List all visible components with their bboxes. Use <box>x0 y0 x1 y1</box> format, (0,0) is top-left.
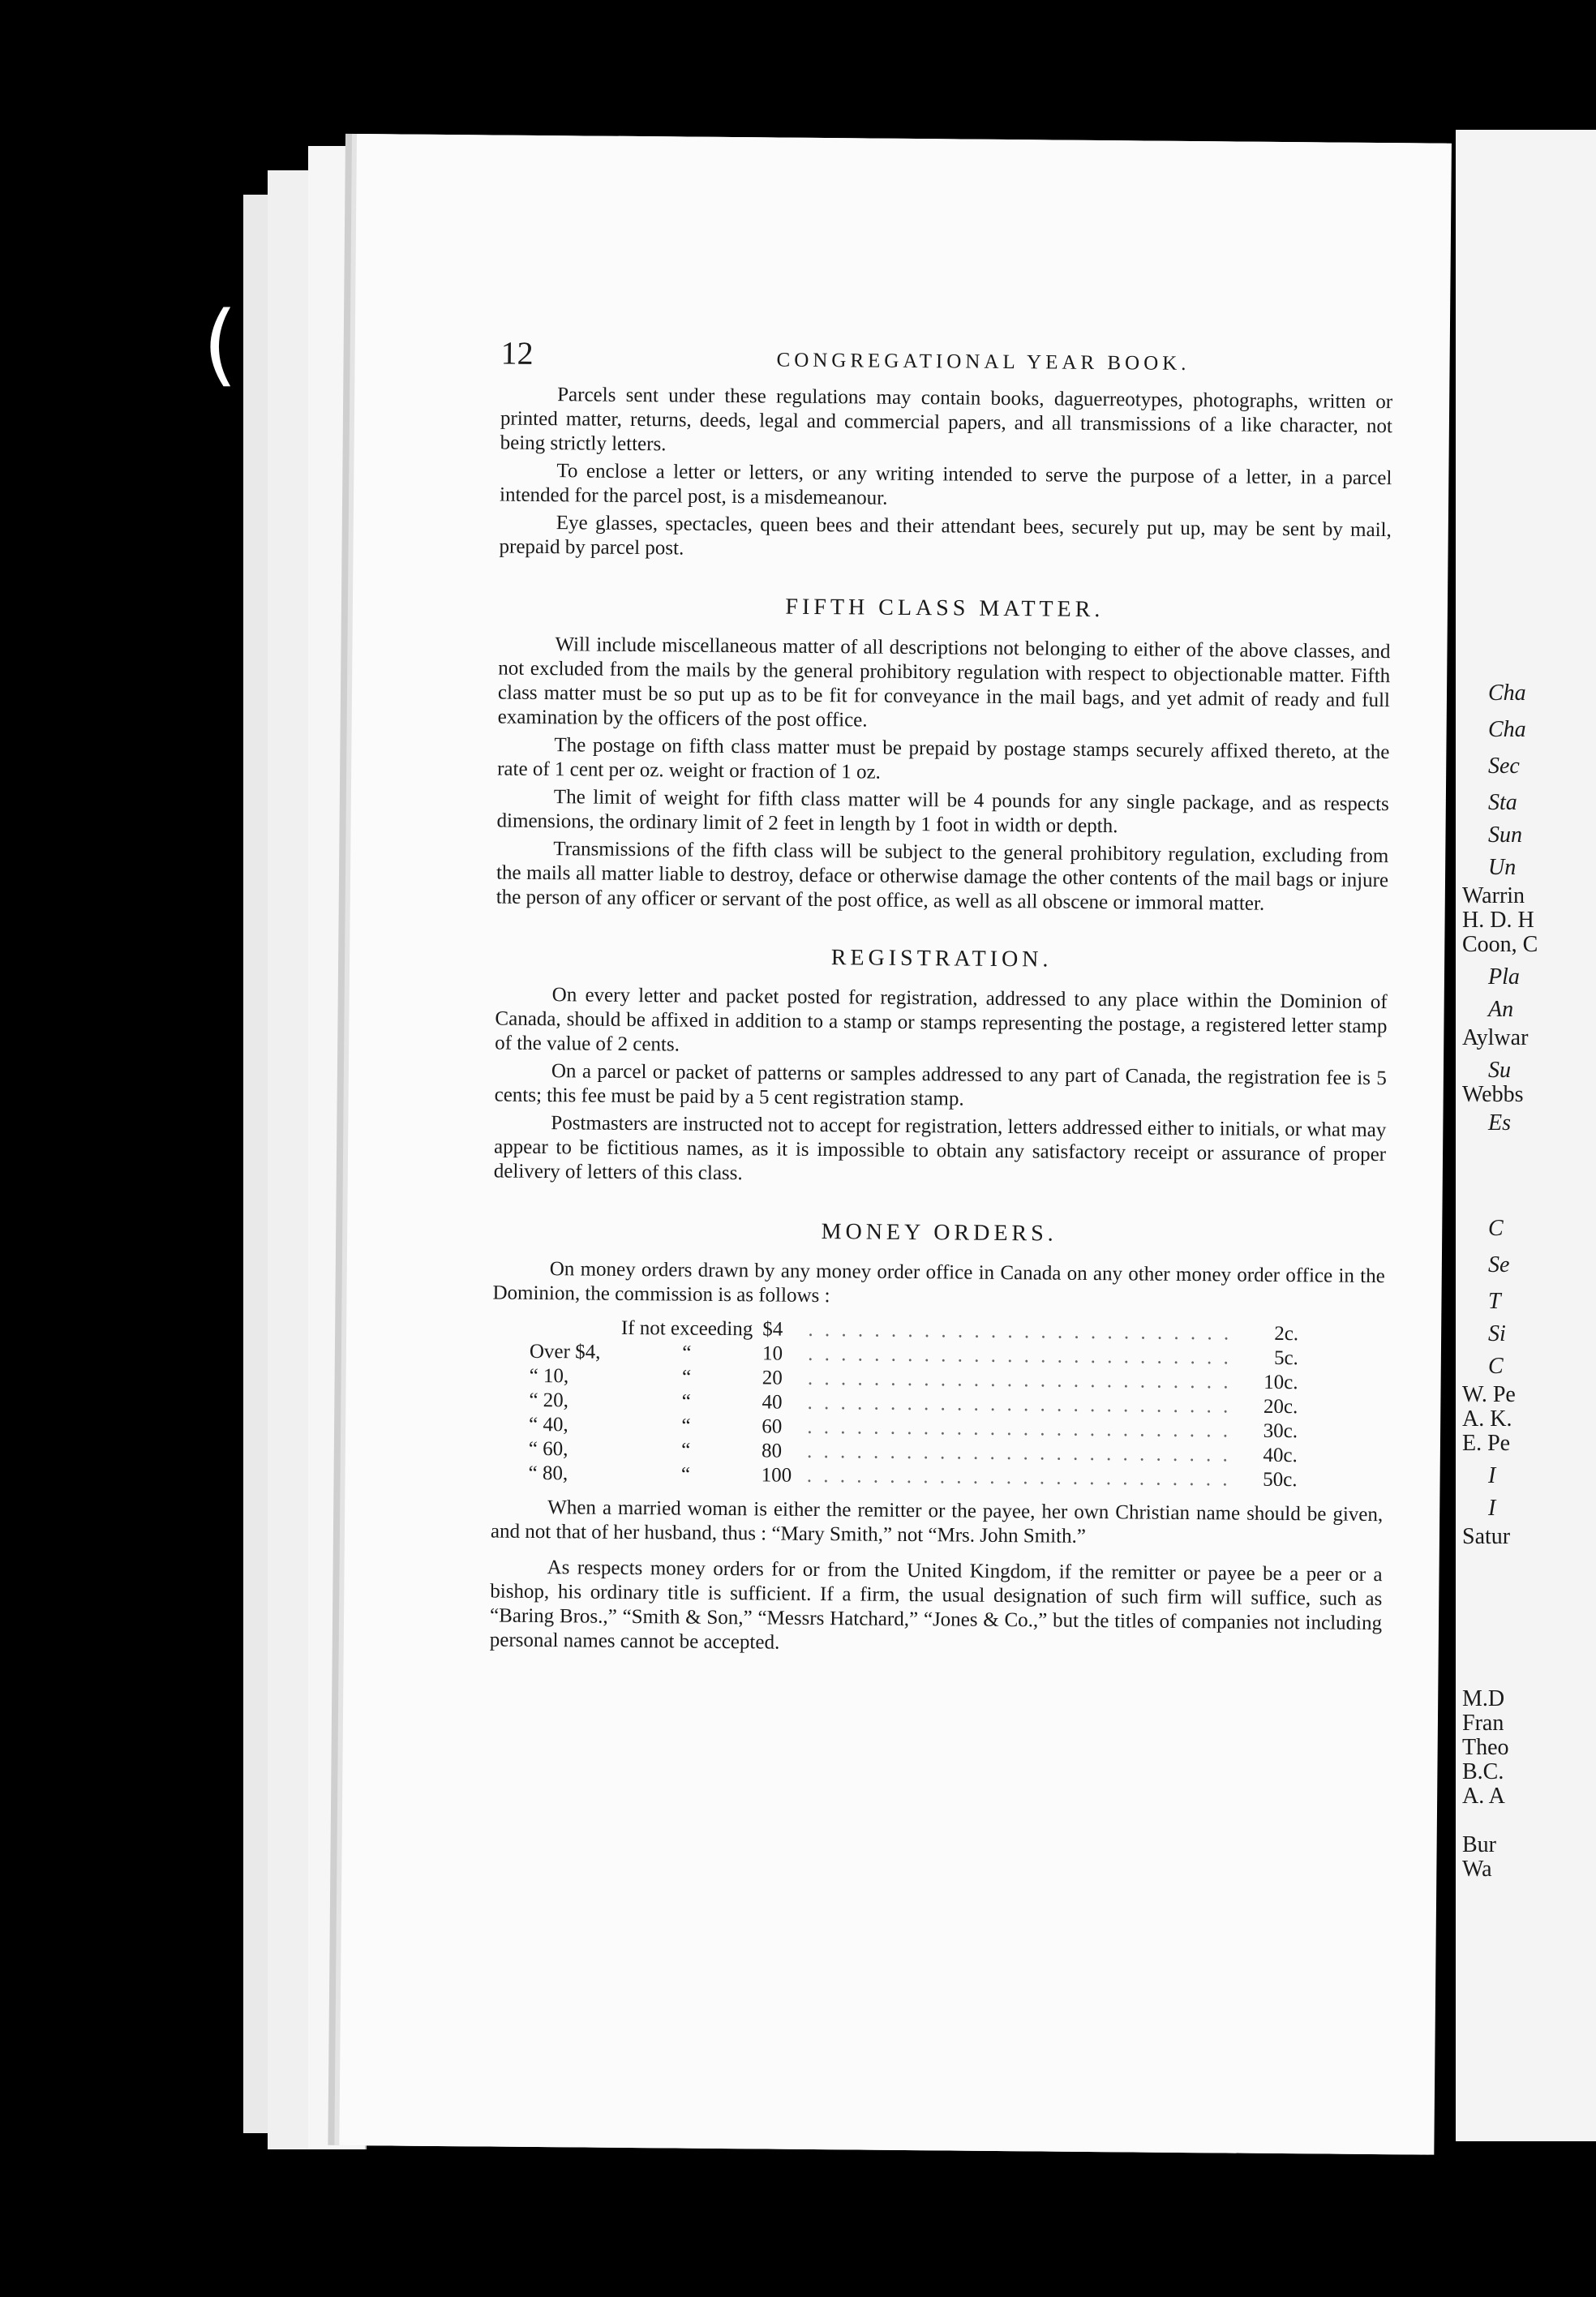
rate-to-cell: $4 <box>762 1318 783 1341</box>
rate-ditto-cell: “ <box>681 1390 691 1413</box>
paragraph: Transmissions of the fifth class will be subject to the general prohibitory regulation, excluding from the mails all matter liable to destroy, deface or otherwise damage the other contents of the mail bags or injure the person of any officer or servant of the post office, as well as all obscene or immoral matter. <box>496 838 1389 915</box>
paragraph: As respects money orders for or from the United Kingdom, if the remitter or payee be a peer or a bishop, his ordinary title is sufficient. If a firm, the usual designation of such firm will suffice, such as “Baring Bros.,” “Smith & Son,” “Messrs Hatchard,” “Jones & Co.,” but the titles of companies not including personal names cannot be accepted. <box>489 1556 1383 1654</box>
section-heading: REGISTRATION. <box>830 945 1053 972</box>
rate-dots-cell: . . . . . . . . . . . . . . . . . . . . . . . . . . <box>808 1342 1232 1369</box>
facing-page-text-fragment: T <box>1488 1289 1501 1314</box>
section-heading: MONEY ORDERS. <box>821 1219 1058 1247</box>
parcels-section <box>499 383 1392 568</box>
facing-page-text-fragment: M.D <box>1462 1686 1505 1711</box>
rate-from-cell: “ 10, <box>529 1364 569 1388</box>
facing-page-text-fragment: Webbs <box>1462 1082 1524 1107</box>
facing-page-text-fragment: Pla <box>1488 964 1520 990</box>
facing-page-text-fragment: H. D. H <box>1462 908 1534 933</box>
facing-page-text-fragment: E. Pe <box>1462 1431 1511 1456</box>
page-number: 12 <box>500 334 534 371</box>
running-title: CONGREGATIONAL YEAR BOOK. <box>776 349 1191 375</box>
facing-page-text-fragment: Wa <box>1462 1857 1492 1882</box>
rate-fee-cell: 30c. <box>1263 1419 1298 1443</box>
section-heading: FIFTH CLASS MATTER. <box>785 594 1105 623</box>
facing-page-text-fragment: Si <box>1488 1321 1506 1346</box>
facing-page-text-fragment: I <box>1488 1463 1496 1488</box>
rate-dots-cell: . . . . . . . . . . . . . . . . . . . . . . . . . . <box>806 1464 1231 1491</box>
facing-page-text-fragment: Coon, C <box>1462 932 1538 957</box>
rate-fee-cell: 5c. <box>1273 1346 1298 1370</box>
rate-to-cell: 60 <box>762 1415 783 1438</box>
facing-page-text-fragment: Sta <box>1488 790 1517 815</box>
money-orders-section <box>490 1257 1385 1661</box>
book-page <box>339 134 1452 2155</box>
rate-from-cell: “ 40, <box>529 1413 568 1436</box>
left-page-fragment-glyph: ( <box>203 292 238 396</box>
paragraph: Will include miscellaneous matter of all descriptions not belonging to either of the above classes, and not excluded from the mails by the general prohibitory regulation with respect to objectionable matter. Fifth class matter must be so put up as to be fit for conveyance in the mail bags, and yet admit of ready and full examination by the officers of the post office. <box>497 633 1391 732</box>
rate-dots-cell: . . . . . . . . . . . . . . . . . . . . . . . . . . <box>807 1415 1232 1442</box>
rate-from-cell <box>525 1316 616 1341</box>
rate-to-cell: 80 <box>761 1440 783 1462</box>
facing-page-text-fragment: Cha <box>1488 717 1526 742</box>
rate-fee-cell: 10c. <box>1264 1371 1298 1394</box>
rate-fee-cell: 20c. <box>1263 1395 1298 1419</box>
rate-dots-cell: . . . . . . . . . . . . . . . . . . . . . . . . . . <box>808 1318 1233 1345</box>
paragraph: Parcels sent under these regulations may contain books, daguerreotypes, photographs, written or printed matter, returns, deeds, legal and commercial papers, and all transmissions of a like character, not being strictly letters. <box>500 384 1393 456</box>
rate-ditto-cell: “ <box>681 1439 691 1462</box>
facing-page-text-fragment: Se <box>1488 1252 1510 1277</box>
rate-from-cell: “ 20, <box>529 1389 569 1412</box>
page-header <box>500 334 1392 391</box>
rate-dots-cell: . . . . . . . . . . . . . . . . . . . . . . . . . . <box>806 1440 1231 1466</box>
facing-page-text-fragment: An <box>1488 997 1514 1022</box>
facing-page-fragment <box>1456 130 1596 2141</box>
facing-page-text-fragment: I <box>1488 1496 1496 1521</box>
paragraph: To enclose a letter or letters, or any writing intended to serve the purpose of a letter, in a parcel intended for the parcel post, is a misdemeanour. <box>500 460 1392 509</box>
facing-page-text-fragment: Es <box>1488 1110 1511 1136</box>
rate-ditto-cell: “ <box>681 1415 691 1437</box>
facing-page-text-fragment: Su <box>1488 1058 1511 1083</box>
facing-page-text-fragment: W. Pe <box>1462 1382 1516 1407</box>
facing-page-text-fragment: C <box>1488 1216 1504 1241</box>
paragraph: On money orders drawn by any money order office in Canada on any other money order office in the Dominion, the commission is as follows : <box>492 1258 1385 1307</box>
facing-page-text-fragment: Aylwar <box>1462 1025 1529 1050</box>
rate-to-cell: 20 <box>762 1367 783 1389</box>
rate-to-cell: 40 <box>762 1391 783 1414</box>
paragraph: On every letter and packet posted for registration, addressed to any place within the Dominion of Canada, should be affixed in addition to a stamp or stamps representing the postage, a registered letter stamp of the value of 2 cents. <box>495 984 1388 1056</box>
paragraph: The postage on fifth class matter must be prepaid by postage stamps securely affixed thereto, at the rate of 1 cent per oz. weight or fraction of 1 oz. <box>497 734 1390 784</box>
facing-page-text-fragment: Warrin <box>1462 883 1525 908</box>
rate-ditto-cell: “ <box>681 1366 692 1389</box>
commission-table <box>523 1316 1303 1492</box>
rate-from-cell: “ 60, <box>528 1437 568 1461</box>
paragraph: The limit of weight for fifth class matter will be 4 pounds for any single package, and as respects dimensions, the ordinary limit of 2 feet in length by 1 foot in width or depth. <box>496 786 1389 838</box>
facing-page-text-fragment: Satur <box>1462 1524 1511 1549</box>
facing-page-text-fragment: Cha <box>1488 681 1526 706</box>
rate-to-cell: 10 <box>762 1342 783 1365</box>
rate-ditto-cell: If not exceeding <box>620 1316 753 1341</box>
registration-section <box>494 983 1388 1192</box>
facing-page-text-fragment: C <box>1488 1354 1504 1379</box>
rate-dots-cell: . . . . . . . . . . . . . . . . . . . . . . . . . . <box>807 1367 1232 1393</box>
paragraph: Postmasters are instructed not to accept for registration, letters addressed either to initials, or what may appear to be fictitious names, as it is impossible to obtain any satisfactory receipt or assurance of proper delivery of letters of this class. <box>493 1112 1387 1185</box>
rate-dots-cell: . . . . . . . . . . . . . . . . . . . . . . . . . . <box>807 1391 1232 1418</box>
rate-fee-cell: 40c. <box>1263 1444 1298 1467</box>
facing-page-text-fragment: Sun <box>1488 822 1522 848</box>
page-content <box>490 334 1393 1664</box>
facing-page-text-fragment: Bur <box>1462 1832 1496 1857</box>
rate-fee-cell: 2c. <box>1274 1322 1299 1346</box>
rate-ditto-cell: “ <box>682 1342 692 1364</box>
fifth-class-section <box>496 633 1391 918</box>
facing-page-text-fragment: A. K. <box>1462 1406 1512 1432</box>
facing-page-text-fragment: Theo <box>1462 1735 1509 1760</box>
rate-from-cell: Over $4, <box>529 1340 601 1363</box>
paragraph: Eye glasses, spectacles, queen bees and their attendant bees, securely put up, may be sent by mail, prepaid by parcel post. <box>499 512 1392 560</box>
facing-page-text-fragment: B.C. <box>1462 1759 1504 1784</box>
rate-to-cell: 100 <box>761 1464 792 1487</box>
rate-ditto-cell: “ <box>680 1463 691 1486</box>
facing-page-text-fragment: Fran <box>1462 1711 1504 1736</box>
rate-fee-cell: 50c. <box>1263 1468 1298 1492</box>
paragraph: When a married woman is either the remitter or the payee, her own Christian name should be given, and not that of her husband, thus : “Mary Smith,” not “Mrs. John Smith.” <box>490 1496 1384 1548</box>
facing-page-text-fragment: A. A <box>1462 1784 1505 1809</box>
rate-from-cell: “ 80, <box>528 1462 568 1485</box>
paragraph: On a parcel or packet of patterns or samples addressed to any part of Canada, the registration fee is 5 cents; this fee must be paid by a 5 cent registration stamp. <box>494 1060 1388 1110</box>
facing-page-text-fragment: Sec <box>1488 754 1520 779</box>
facing-page-text-fragment: Un <box>1488 855 1517 880</box>
